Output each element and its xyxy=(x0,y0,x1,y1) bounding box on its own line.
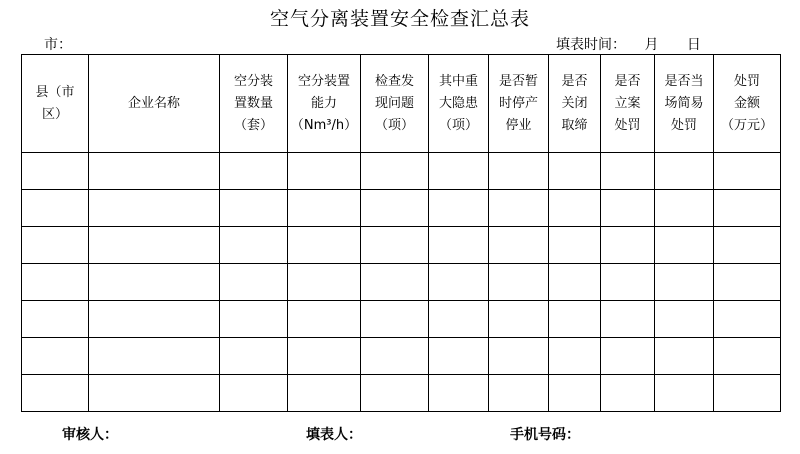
column-header xyxy=(549,55,601,153)
table-row xyxy=(22,338,781,375)
table-cell[interactable] xyxy=(714,338,781,375)
column-header-line: 能力 xyxy=(310,95,337,111)
table-cell[interactable] xyxy=(601,338,655,375)
table-cell[interactable] xyxy=(714,227,781,264)
table-cell[interactable] xyxy=(655,375,714,412)
column-header-line: （Nm³/h） xyxy=(290,117,358,133)
table-cell[interactable] xyxy=(489,190,549,227)
column-header-line: 时停产 xyxy=(498,95,538,111)
table-cell[interactable] xyxy=(89,338,220,375)
table-cell[interactable] xyxy=(655,338,714,375)
column-header-line: 企业名称 xyxy=(127,95,180,111)
table-cell[interactable] xyxy=(601,264,655,301)
table-cell[interactable] xyxy=(22,264,89,301)
table-cell[interactable] xyxy=(220,338,288,375)
column-header xyxy=(429,55,489,153)
table-cell[interactable] xyxy=(655,153,714,190)
table-cell[interactable] xyxy=(361,375,429,412)
fill-time xyxy=(556,34,707,54)
table-cell[interactable] xyxy=(549,227,601,264)
column-header-line: 置数量 xyxy=(233,95,273,111)
table-cell[interactable] xyxy=(220,264,288,301)
table-cell[interactable] xyxy=(89,301,220,338)
column-header xyxy=(714,55,781,153)
table-cell[interactable] xyxy=(361,301,429,338)
table-cell[interactable] xyxy=(220,227,288,264)
table-row xyxy=(22,227,781,264)
table-cell[interactable] xyxy=(549,190,601,227)
column-header-line: 县（市 xyxy=(35,84,75,100)
table-header-row xyxy=(22,55,781,153)
table-row xyxy=(22,190,781,227)
column-header-line: 是否当 xyxy=(664,73,704,89)
table-cell[interactable] xyxy=(22,153,89,190)
table-row xyxy=(22,301,781,338)
table-cell[interactable] xyxy=(22,375,89,412)
column-header-line: 立案 xyxy=(614,95,641,111)
table-cell[interactable] xyxy=(220,301,288,338)
table-cell[interactable] xyxy=(22,190,89,227)
table-body xyxy=(22,153,781,412)
column-header-line: （万元） xyxy=(720,117,773,133)
table-cell[interactable] xyxy=(361,190,429,227)
table-cell[interactable] xyxy=(429,338,489,375)
table-cell[interactable] xyxy=(361,264,429,301)
column-header-line: 是否 xyxy=(614,73,641,89)
table-cell[interactable] xyxy=(489,338,549,375)
column-header-line: 停业 xyxy=(505,117,532,133)
reviewer-label: 审核人： xyxy=(62,427,118,443)
table-cell[interactable] xyxy=(288,153,361,190)
table-cell[interactable] xyxy=(22,338,89,375)
table-cell[interactable] xyxy=(714,375,781,412)
column-header-line: 取缔 xyxy=(561,117,588,133)
column-header-line: 空分装置 xyxy=(297,73,350,89)
table-cell[interactable] xyxy=(714,264,781,301)
column-header-line: 现问题 xyxy=(374,95,414,111)
table-cell[interactable] xyxy=(714,301,781,338)
column-header-line: 处罚 xyxy=(614,117,641,133)
column-header-line: 场简易 xyxy=(664,95,704,111)
table-cell[interactable] xyxy=(89,153,220,190)
table-row xyxy=(22,264,781,301)
column-header xyxy=(22,55,89,153)
table-cell[interactable] xyxy=(89,264,220,301)
column-header-line: 空分装 xyxy=(233,73,273,89)
table-cell[interactable] xyxy=(361,338,429,375)
summary-table xyxy=(21,54,781,412)
column-header xyxy=(220,55,288,153)
table-cell[interactable] xyxy=(655,190,714,227)
column-header-line: 区） xyxy=(41,106,68,122)
column-header-line: 是否 xyxy=(561,73,588,89)
table-cell[interactable] xyxy=(714,153,781,190)
column-header-line: 处罚 xyxy=(733,73,760,89)
month-label: 月 xyxy=(644,37,659,53)
column-header-line: 其中重 xyxy=(438,73,478,89)
table-cell[interactable] xyxy=(549,153,601,190)
table-cell[interactable] xyxy=(429,264,489,301)
table-cell[interactable] xyxy=(89,375,220,412)
table-cell[interactable] xyxy=(489,153,549,190)
table-cell[interactable] xyxy=(429,153,489,190)
column-header-line: （项） xyxy=(374,117,414,133)
column-header-line: 大隐患 xyxy=(438,95,478,111)
table-cell[interactable] xyxy=(288,264,361,301)
table-cell[interactable] xyxy=(429,190,489,227)
table-cell[interactable] xyxy=(429,301,489,338)
column-header-line: 关闭 xyxy=(561,95,588,111)
table-cell[interactable] xyxy=(89,190,220,227)
table-cell[interactable] xyxy=(655,301,714,338)
column-header xyxy=(361,55,429,153)
table-cell[interactable] xyxy=(220,375,288,412)
table-cell[interactable] xyxy=(655,264,714,301)
table-cell[interactable] xyxy=(489,375,549,412)
table-cell[interactable] xyxy=(489,264,549,301)
column-header xyxy=(655,55,714,153)
document-title: 空气分离装置安全检查汇总表 xyxy=(269,8,530,30)
table-cell[interactable] xyxy=(22,227,89,264)
column-header-line: 检查发 xyxy=(374,73,414,89)
table-cell[interactable] xyxy=(489,227,549,264)
table-cell[interactable] xyxy=(429,227,489,264)
table-cell[interactable] xyxy=(489,301,549,338)
table-cell[interactable] xyxy=(361,153,429,190)
column-header-line: （项） xyxy=(438,117,478,133)
table-cell[interactable] xyxy=(288,227,361,264)
table-cell[interactable] xyxy=(288,190,361,227)
column-header xyxy=(601,55,655,153)
table-cell[interactable] xyxy=(288,338,361,375)
column-header-line: 金额 xyxy=(733,95,760,111)
table-cell[interactable] xyxy=(361,227,429,264)
table-cell[interactable] xyxy=(549,338,601,375)
day-label: 日 xyxy=(686,37,701,53)
column-header-line: 是否暂 xyxy=(498,73,538,89)
column-header xyxy=(288,55,361,153)
table-cell[interactable] xyxy=(288,375,361,412)
table-cell[interactable] xyxy=(549,375,601,412)
table-cell[interactable] xyxy=(714,190,781,227)
column-header xyxy=(489,55,549,153)
table-cell[interactable] xyxy=(288,301,361,338)
column-header xyxy=(89,55,220,153)
column-header-line: （套） xyxy=(233,117,273,133)
phone-label: 手机号码： xyxy=(510,427,580,443)
table-cell[interactable] xyxy=(22,301,89,338)
fill-time-label: 填表时间： xyxy=(556,37,626,53)
table-row xyxy=(22,375,781,412)
table-cell[interactable] xyxy=(601,375,655,412)
table-cell[interactable] xyxy=(220,190,288,227)
table-cell[interactable] xyxy=(601,227,655,264)
table-cell[interactable] xyxy=(549,301,601,338)
table-row xyxy=(22,153,781,190)
city-label: 市： xyxy=(44,37,72,53)
filler-label: 填表人： xyxy=(306,427,362,443)
table-cell[interactable] xyxy=(429,375,489,412)
column-header-line: 处罚 xyxy=(670,117,697,133)
table-cell[interactable] xyxy=(549,264,601,301)
table-cell[interactable] xyxy=(601,301,655,338)
table-cell[interactable] xyxy=(601,190,655,227)
table-cell[interactable] xyxy=(601,153,655,190)
table-cell[interactable] xyxy=(89,227,220,264)
table-cell[interactable] xyxy=(220,153,288,190)
table-cell[interactable] xyxy=(655,227,714,264)
